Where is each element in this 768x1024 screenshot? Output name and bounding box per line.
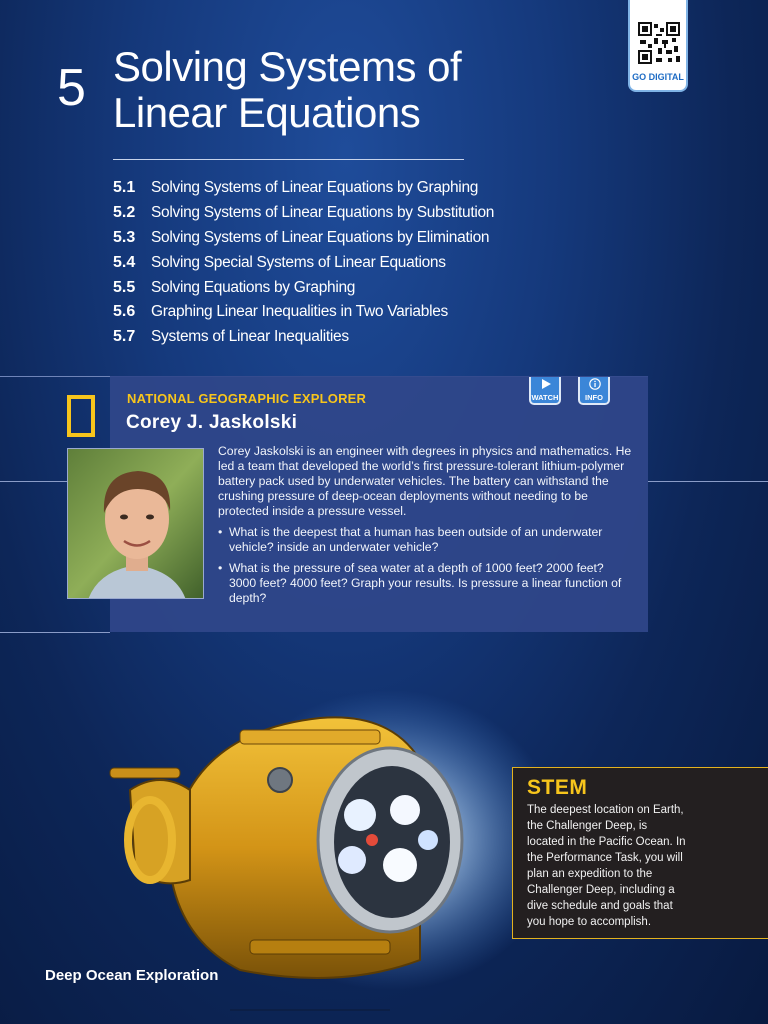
chapter-title-line-1: Solving Systems of [113, 43, 462, 90]
section-number: 5.6 [113, 303, 136, 321]
section-number: 5.3 [113, 228, 136, 246]
section-list [113, 176, 533, 350]
section-title: Solving Equations by Graphing [151, 278, 356, 296]
section-item[interactable] [113, 325, 533, 350]
title-divider [113, 159, 464, 160]
section-number: 5.1 [113, 179, 136, 197]
bullet: • [218, 525, 223, 539]
section-item[interactable] [113, 300, 533, 325]
stem-text: The deepest location on Earth, the Challenger Deep, is located in the Pacific Ocean. In the Performance Task, you will plan an expedition to the Challenger Deep, including a dive schedule and goals that you hope to accomplish. [527, 804, 686, 928]
explorer-kicker: NATIONAL GEOGRAPHIC EXPLORER [127, 391, 367, 406]
question-text: What is the deepest that a human has been outside of an underwater vehicle? inside an underwater vehicle? [229, 525, 603, 554]
go-digital-button[interactable] [628, 0, 688, 92]
question-item [218, 525, 633, 555]
section-title: Solving Systems of Linear Equations by Graphing [151, 179, 479, 197]
section-title: Solving Special Systems of Linear Equations [151, 253, 446, 271]
chapter-number: 5 [57, 59, 86, 117]
section-number: 5.5 [113, 278, 136, 296]
section-number: 5.2 [113, 204, 136, 222]
section-title: Solving Systems of Linear Equations by Elimination [151, 228, 490, 246]
explorer-name: Corey J. Jaskolski [126, 412, 298, 433]
question-text: What is the pressure of sea water at a depth of 1000 feet? 2000 feet? 3000 feet? 4000 feet? Graph your results. Is pressure a linear function of depth? [229, 561, 622, 605]
image-caption: Deep Ocean Exploration [45, 967, 219, 984]
section-item[interactable] [113, 250, 533, 275]
explorer-portrait [67, 448, 204, 599]
stem-title: STEM [527, 776, 588, 799]
section-title: Systems of Linear Inequalities [151, 328, 349, 346]
info-icon [589, 378, 601, 390]
explorer-questions [218, 525, 633, 612]
qr-code-icon [638, 22, 680, 64]
section-number: 5.7 [113, 328, 136, 346]
national-geographic-logo [67, 395, 95, 437]
chapter-title [113, 44, 533, 136]
question-item [218, 561, 633, 606]
section-number: 5.4 [113, 253, 136, 271]
section-item[interactable] [113, 201, 533, 226]
section-title: Graphing Linear Inequalities in Two Variables [151, 303, 448, 321]
chapter-title-line-2: Linear Equations [113, 89, 421, 136]
go-digital-label: GO DIGITAL [632, 72, 684, 82]
bullet: • [218, 561, 223, 575]
explorer-bio: Corey Jaskolski is an engineer with degrees in physics and mathematics. He led a team that developed the world’s first pressure-tolerant lithium-polymer battery pack used by underwater vehicles. The battery can withstand the crushing pressure of deep-ocean deployments without needing to be protected inside a pressure vessel. [218, 444, 632, 518]
play-icon [540, 378, 552, 390]
watch-label: WATCH [531, 393, 559, 402]
section-item[interactable] [113, 226, 533, 251]
watch-button[interactable] [529, 377, 561, 405]
section-item[interactable] [113, 275, 533, 300]
band-divider [648, 481, 768, 482]
section-title: Solving Systems of Linear Equations by Substitution [151, 204, 495, 222]
info-button[interactable] [578, 377, 610, 405]
section-item[interactable] [113, 176, 533, 201]
band-divider [0, 632, 110, 633]
info-label: INFO [585, 393, 603, 402]
stem-callout [512, 767, 768, 939]
